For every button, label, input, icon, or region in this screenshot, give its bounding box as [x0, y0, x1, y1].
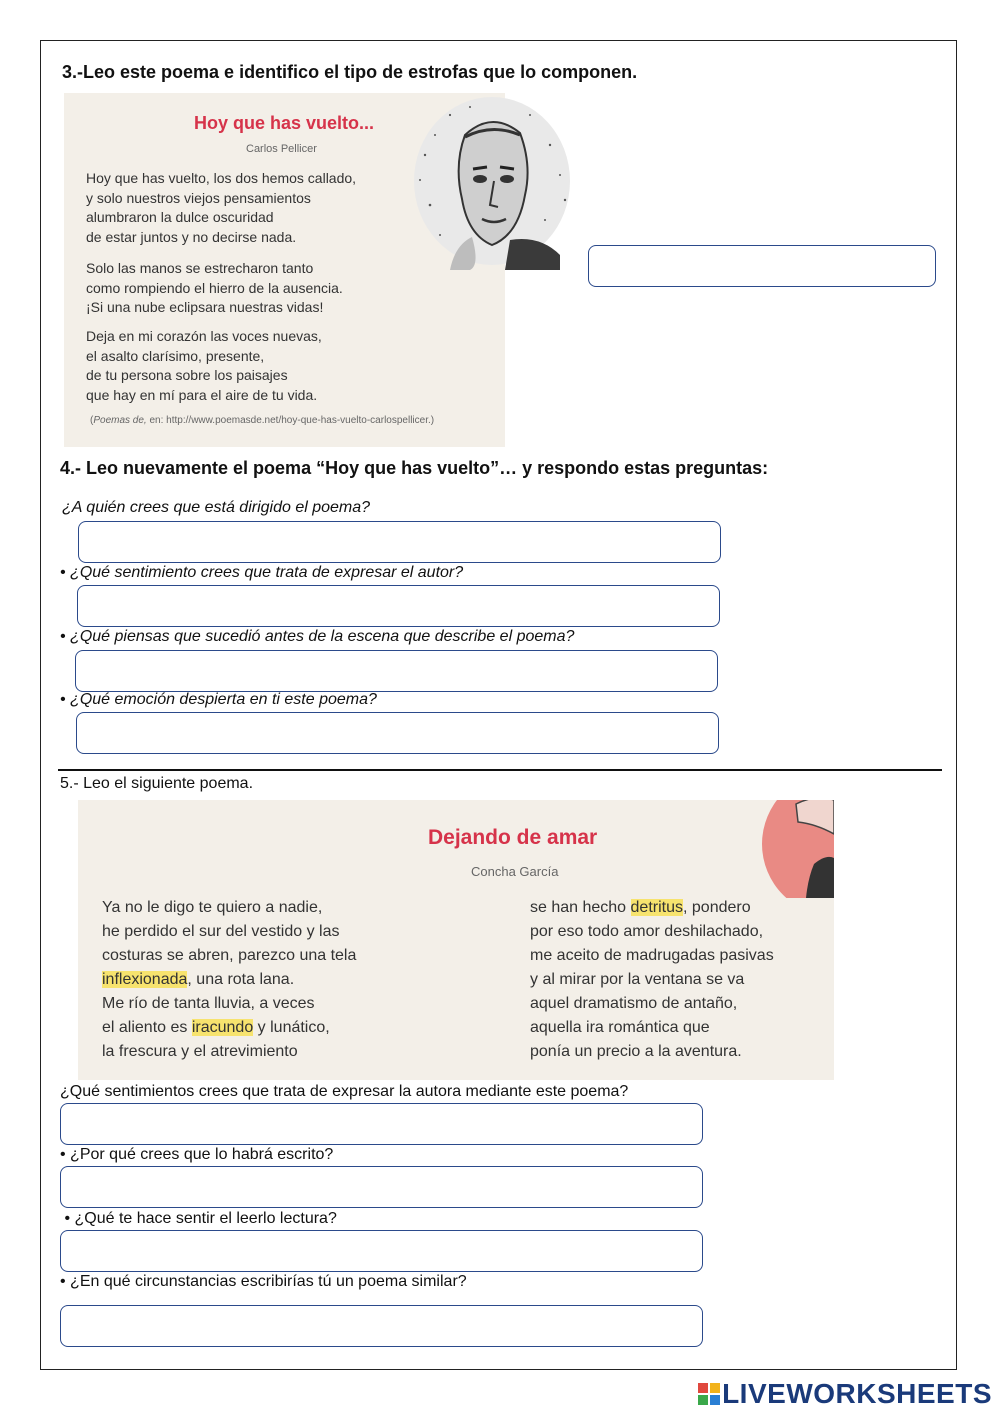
- section4-question-4: • ¿Qué emoción despierta en ti este poema?: [60, 691, 377, 708]
- section5-question-2: • ¿Por qué crees que lo habrá escrito?: [60, 1146, 334, 1163]
- poem2-title: Dejando de amar: [428, 826, 598, 849]
- liveworksheets-brand[interactable]: [698, 1378, 992, 1410]
- poem2-author: Concha García: [471, 864, 559, 879]
- poem2-column-right: [530, 896, 774, 1064]
- section4-question-1: ¿A quién crees que está dirigido el poema?: [62, 499, 371, 516]
- section5-answer-4-input[interactable]: [60, 1305, 703, 1347]
- poem1-stanza-2: Solo las manos se estrecharon tanto como rompiendo el hierro de la ausencia. ¡Si una nube eclipsara nuestras vidas!: [86, 260, 343, 315]
- section5-heading: 5.- Leo el siguiente poema.: [60, 775, 254, 792]
- section4-question-2: • ¿Qué sentimiento crees que trata de expresar el autor?: [60, 564, 464, 581]
- poem2-line: inflexionada, una rota lana.: [102, 971, 295, 988]
- highlighted-word: iracundo: [191, 1019, 254, 1036]
- highlighted-word: detritus: [630, 899, 683, 916]
- section5-answer-2-input[interactable]: [60, 1166, 703, 1208]
- poem1-stanza-1: Hoy que has vuelto, los dos hemos callado, y solo nuestros viejos pensamientos alumbraron la dulce oscuridad de estar juntos y no decirse nada.: [86, 170, 357, 245]
- poem2-card: [78, 800, 834, 1080]
- author-portrait-illustration: [736, 800, 834, 898]
- poem2-line: costuras se abren, parezco una tela: [102, 947, 357, 964]
- poem2-line: he perdido el sur del vestido y las: [102, 923, 340, 940]
- brand-text: LIVEWORKSHEETS: [722, 1378, 992, 1409]
- section4-answer-3-input[interactable]: [75, 650, 718, 692]
- poem2-line: se han hecho detritus, pondero: [530, 899, 751, 916]
- section5-answer-3-input[interactable]: [60, 1230, 703, 1272]
- stanza-type-answer-input[interactable]: [588, 245, 936, 287]
- section5-question-1: ¿Qué sentimientos crees que trata de expresar la autora mediante este poema?: [60, 1083, 629, 1100]
- liveworksheets-logo-icon: [698, 1383, 720, 1405]
- poem1-stanza-3: Deja en mi corazón las voces nuevas, el asalto clarísimo, presente, de tu persona sobre los paisajes que hay en mí para el aire de tu vida.: [86, 328, 322, 403]
- section4-answer-2-input[interactable]: [77, 585, 720, 627]
- poem2-line: y al mirar por la ventana se va: [530, 971, 745, 988]
- section5-answer-1-input[interactable]: [60, 1103, 703, 1145]
- author-portrait-illustration: [410, 95, 570, 270]
- section4-heading: 4.- Leo nuevamente el poema “Hoy que has vuelto”… y respondo estas preguntas:: [60, 458, 769, 478]
- poem2-column-left: [102, 896, 356, 1064]
- poem2-line: Ya no le digo te quiero a nadie,: [102, 899, 323, 916]
- poem2-line: la frescura y el atrevimiento: [102, 1043, 298, 1060]
- poem2-line: el aliento es iracundo y lunático,: [102, 1019, 330, 1036]
- poem1-author: Carlos Pellicer: [246, 143, 317, 155]
- section-divider: [58, 769, 942, 771]
- section3-heading: 3.-Leo este poema e identifico el tipo de estrofas que lo componen.: [62, 62, 638, 82]
- poem2-line: por eso todo amor deshilachado,: [530, 923, 764, 940]
- section4-question-3: • ¿Qué piensas que sucedió antes de la escena que describe el poema?: [60, 628, 575, 645]
- section4-answer-4-input[interactable]: [76, 712, 719, 754]
- poem2-line: aquella ira romántica que: [530, 1019, 710, 1036]
- poem1-source: (Poemas de, en: http://www.poemasde.net/hoy-que-has-vuelto-carlospellicer.): [90, 415, 435, 426]
- poem2-line: Me río de tanta lluvia, a veces: [102, 995, 315, 1012]
- poem1-title: Hoy que has vuelto...: [194, 113, 375, 133]
- section5-question-3: • ¿Qué te hace sentir el leerlo lectura?: [60, 1210, 337, 1227]
- poem2-line: me aceito de madrugadas pasivas: [530, 947, 774, 964]
- section5-question-4: • ¿En qué circunstancias escribirías tú un poema similar?: [60, 1273, 467, 1290]
- poem2-line: ponía un precio a la aventura.: [530, 1043, 742, 1060]
- highlighted-word: inflexionada: [102, 971, 188, 988]
- poem2-line: aquel dramatismo de antaño,: [530, 995, 738, 1012]
- section4-answer-1-input[interactable]: [78, 521, 721, 563]
